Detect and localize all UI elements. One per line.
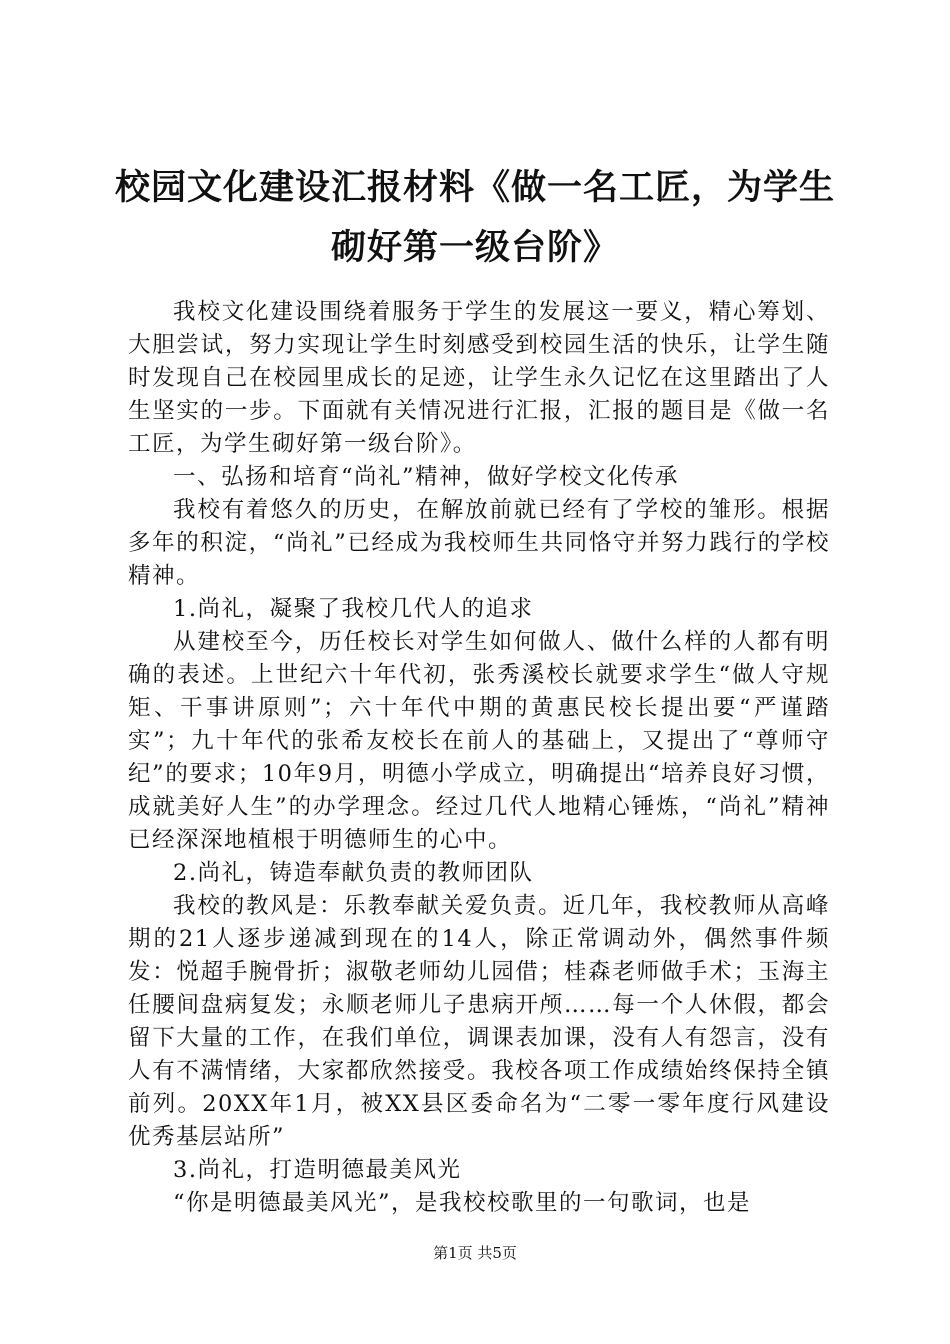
paragraph-history: 我校有着悠久的历史，在解放前就已经有了学校的雏形。根据多年的积淀，“尚礼”已经成为我校师生共同恪守并努力践行的学校精神。 [128, 497, 830, 589]
document-title [100, 158, 850, 278]
title-line-2: 砌好第一级台阶》 [330, 227, 619, 268]
paragraph-teachers: 我校的教风是：乐教奉献关爱负责。近几年，我校教师从高峰期的21人逐步递减到现在的14人，除正常调动外，偶然事件频发：悦超手腕骨折；淑敬老师幼儿园借；桂森老师做手术；玉海主任腰间盘病复发；永顺老师儿子患病开颅……每一个人休假，都会留下大量的工作，在我们单位，调课表加课，没有人有怨言，没有人有不满情绪，大家都欣然接受。我校各项工作成绩始终保持全镇前列。20XX年1月，被XX县区委命名为“二零一零年度行风建设优秀基层站所” [128, 893, 830, 1150]
paragraph-intro: 我校文化建设围绕着服务于学生的发展这一要义，精心筹划、大胆尝试，努力实现让学生时刻感受到校园生活的快乐，让学生随时发现自己在校园里成长的足迹，让学生永久记忆在这里踏出了人生坚实的一步。下面就有关情况进行汇报，汇报的题目是《做一名工匠，为学生砌好第一级台阶》。 [128, 299, 830, 457]
title-line-1: 校园文化建设汇报材料《做一名工匠，为学生 [114, 167, 835, 208]
subheading-2: 2.尚礼，铸造奉献负责的教师团队 [173, 860, 534, 886]
page-footer: 第1页 共5页 [433, 1244, 517, 1262]
paragraph-principals: 从建校至今，历任校长对学生如何做人、做什么样的人都有明确的表述。上世纪六十年代初，张秀溪校长就要求学生“做人守规矩、干事讲原则”；六十年代中期的黄惠民校长提出要“严谨踏实”；九十年代的张希友校长在前人的基础上，又提出了“尊师守纪”的要求；10年9月，明德小学成立，明确提出“培养良好习惯，成就美好人生”的办学理念。经过几代人地精心锤炼，“尚礼”精神已经深深地植根于明德师生的心中。 [128, 629, 830, 853]
section-heading-1: 一、弘扬和培育“尚礼”精神，做好学校文化传承 [173, 464, 680, 490]
document-body [128, 296, 830, 1220]
subheading-3: 3.尚礼，打造明德最美风光 [173, 1157, 462, 1183]
subheading-1: 1.尚礼，凝聚了我校几代人的追求 [173, 596, 534, 622]
paragraph-song: “你是明德最美风光”，是我校校歌里的一句歌词，也是 [173, 1190, 752, 1216]
